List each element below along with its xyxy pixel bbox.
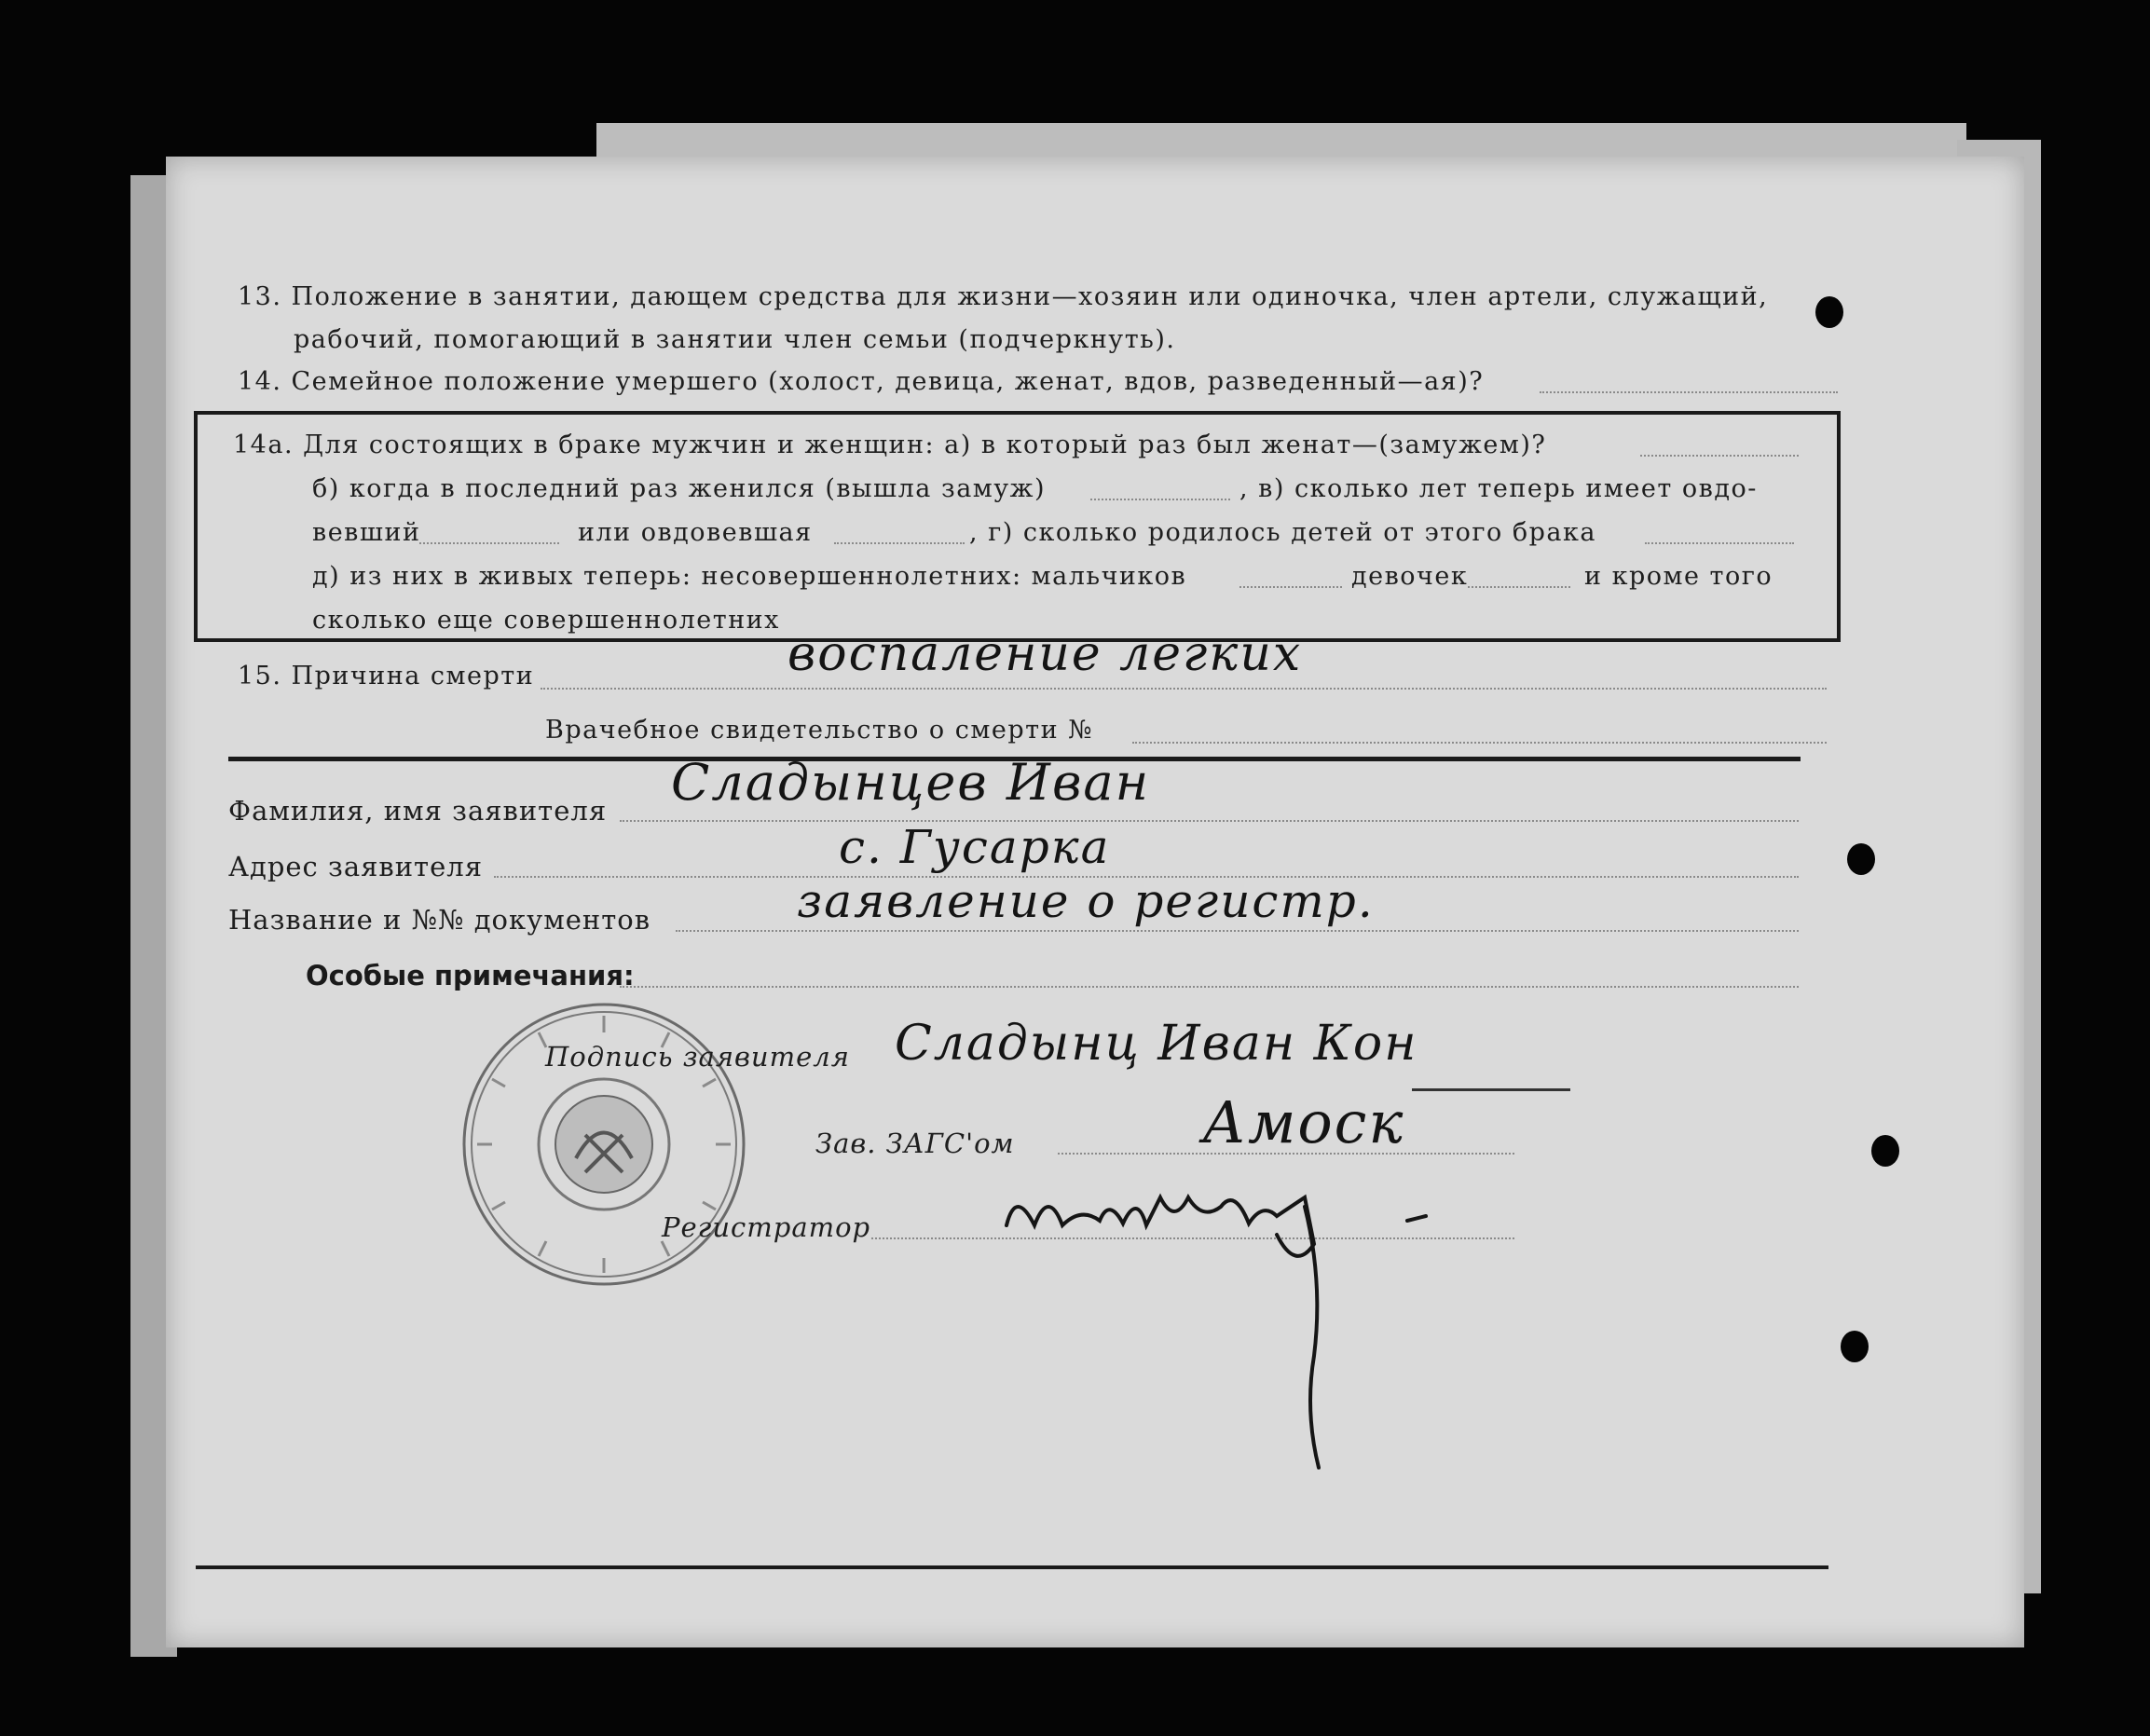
applicant-address-handwriting: с. Гусарка <box>839 820 1111 874</box>
signature-stroke <box>1412 1088 1570 1091</box>
applicant-name-handwriting: Сладынцев Иван <box>671 753 1151 812</box>
zags-head-label: Зав. ЗАГС'ом <box>815 1128 1015 1159</box>
item14a-answer-b <box>1090 499 1230 500</box>
item14a-line5: сколько еще совершеннолетних <box>312 606 780 635</box>
medical-certificate-label: Врачебное свидетельство о смерти № <box>545 716 1094 745</box>
item15-label: 15. Причина смерти <box>238 662 535 690</box>
item13-line1: 13. Положение в занятии, дающем средства для жизни—хозяин или одиночка, член артели, служащий, <box>238 282 1769 311</box>
registrar-label: Регистратор <box>662 1211 871 1243</box>
item13-line2: рабочий, помогающий в занятии член семьи (подчеркнуть). <box>294 325 1176 354</box>
official-stamp <box>455 995 753 1293</box>
item14a-answer-widower <box>419 542 559 544</box>
item14a-answer-girls <box>1468 586 1570 588</box>
zags-head-signature: Амоск <box>1202 1088 1405 1156</box>
applicant-signature-handwriting: Сладынц Иван Кон <box>895 1016 1418 1072</box>
item14a-answer-a <box>1640 455 1799 457</box>
medical-certificate-line <box>1132 742 1827 744</box>
item14a-line3-part1: вевший <box>312 518 421 547</box>
documents-label: Название и №№ документов <box>228 904 651 936</box>
cause-of-death-line <box>541 688 1827 690</box>
item14a-answer-boys <box>1239 586 1342 588</box>
applicant-name-label: Фамилия, имя заявителя <box>228 795 608 827</box>
applicant-name-line <box>620 820 1799 822</box>
punch-hole <box>1841 1331 1869 1362</box>
item14a-line3-part2: или овдовевшая <box>578 518 813 547</box>
punch-hole <box>1847 843 1875 875</box>
punch-hole <box>1815 296 1843 328</box>
item14-label: 14. Семейное положение умершего (холост, девица, женат, вдов, разведенный—ая)? <box>238 367 1485 396</box>
item14a-line2-part2: , в) сколько лет теперь имеет овдо- <box>1239 474 1758 503</box>
cause-of-death-handwriting: воспаление легких <box>787 626 1303 682</box>
special-notes-line <box>620 986 1799 988</box>
punch-hole <box>1871 1135 1899 1167</box>
item14a-answer-widow <box>834 542 965 544</box>
special-notes-label: Особые примечания: <box>306 960 635 991</box>
item14a-line4-part1: д) из них в живых теперь: несовершеннолетних: мальчиков <box>312 562 1187 591</box>
item14a-line2-part1: б) когда в последний раз женился (вышла замуж) <box>312 474 1047 503</box>
item14-answer-line <box>1540 391 1838 393</box>
bottom-divider <box>196 1565 1828 1569</box>
item14a-answer-children <box>1645 542 1794 544</box>
applicant-address-label: Адрес заявителя <box>228 851 483 882</box>
registrar-signature <box>997 1169 1435 1486</box>
item14a-line1: 14а. Для состоящих в браке мужчин и женщин: а) в который раз был женат—(замужем)? <box>233 431 1547 459</box>
item14a-line4-part3: и кроме того <box>1584 562 1773 591</box>
documents-line <box>676 930 1799 932</box>
back-sheet <box>596 123 1966 160</box>
applicant-signature-label: Подпись заявителя <box>545 1041 850 1073</box>
item14a-line4-part2: девочек <box>1351 562 1469 591</box>
item14a-line3-part3: , г) сколько родилось детей от этого брака <box>969 518 1596 547</box>
documents-handwriting: заявление о регистр. <box>797 874 1375 928</box>
